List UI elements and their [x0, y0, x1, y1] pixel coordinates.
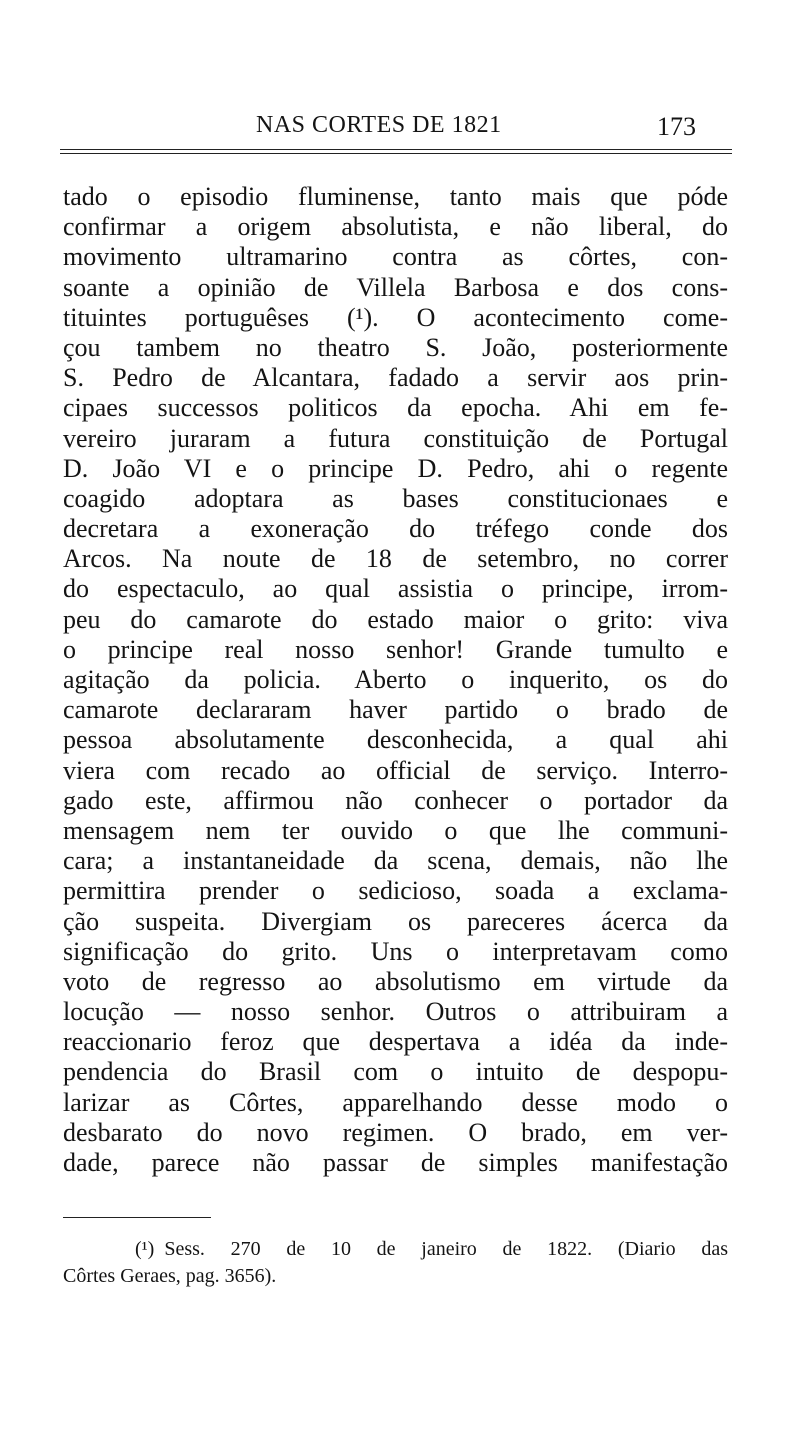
footnote-line — [63, 1236, 728, 1263]
text-line: viera com recado ao official de serviço. Interro- — [63, 755, 728, 785]
text-line: D. João VI e o principe D. Pedro, ahi o regente — [63, 453, 728, 483]
footnote-marker: (¹) — [135, 1238, 155, 1260]
text-line: movimento ultramarino contra as côrtes, con- — [63, 242, 728, 272]
text-line: reaccionario feroz que despertava a idéa da inde- — [63, 1027, 728, 1057]
text-line: larizar as Côrtes, apparelhando desse modo o — [63, 1087, 728, 1117]
text-line: desbarato do novo regimen. O brado, em ver- — [63, 1117, 728, 1147]
text-line: mensagem nem ter ouvido o que lhe communi- — [63, 815, 728, 845]
text-line: soante a opinião de Villela Barbosa e dos cons- — [63, 272, 728, 302]
footnotes — [63, 1236, 728, 1290]
text-line: vereiro juraram a futura constituição de Portugal — [63, 423, 728, 453]
text-line: permittira prender o sedicioso, soada a exclama- — [63, 876, 728, 906]
text-line: cara; a instantaneidade da scena, demais, não lhe — [63, 846, 728, 876]
text-line: gado este, affirmou não conhecer o portador da — [63, 785, 728, 815]
footnote-rule — [63, 1217, 211, 1218]
text-line: significação do grito. Uns o interpretavam como — [63, 936, 728, 966]
page-header — [60, 112, 732, 148]
text-line: tado o episodio fluminense, tanto mais que póde — [63, 182, 728, 211]
footnote-text: Sess. 270 de 10 de janeiro de 1822. (Diario das — [164, 1238, 728, 1260]
footnote-line: Côrtes Geraes, pag. 3656). — [63, 1265, 277, 1287]
text-line: peu do camarote do estado maior o grito: viva — [63, 604, 728, 634]
text-line: decretara a exoneração do tréfego conde dos — [63, 514, 728, 544]
text-line: tituintes portuguêses (¹). O acontecimento come- — [63, 302, 728, 332]
text-line: Arcos. Na noute de 18 de setembro, no correr — [63, 544, 728, 574]
running-head: NAS CORTES DE 1821 — [256, 112, 502, 138]
text-line: dade, parece não passar de simples manifestação — [63, 1148, 728, 1177]
text-line: locução — nosso senhor. Outros o attribuiram a — [63, 997, 728, 1027]
body-text — [63, 182, 728, 1178]
text-line: voto de regresso ao absolutismo em virtude da — [63, 966, 728, 996]
text-line: pessoa absolutamente desconhecida, a qual ahi — [63, 725, 728, 755]
text-line: agitação da policia. Aberto o inquerito, os do — [63, 665, 728, 694]
text-line: çou tambem no theatro S. João, posteriormente — [63, 332, 728, 362]
text-line: camarote declararam haver partido o brado de — [63, 695, 728, 725]
header-double-rule — [60, 149, 732, 154]
text-line: pendencia do Brasil com o intuito de despopu- — [63, 1057, 728, 1087]
text-line: do espectaculo, ao qual assistia o principe, irrom- — [63, 574, 728, 604]
text-line: cipaes successos politicos da epocha. Ahi em fe- — [63, 393, 728, 423]
page-number: 173 — [657, 112, 696, 141]
text-line: o principe real nosso senhor! Grande tumulto e — [63, 634, 728, 664]
text-line: coagido adoptara as bases constitucionaes e — [63, 483, 728, 513]
text-line: confirmar a origem absolutista, e não liberal, do — [63, 212, 728, 242]
text-line: S. Pedro de Alcantara, fadado a servir aos prin- — [63, 363, 728, 393]
text-line: ção suspeita. Divergiam os pareceres ácerca da — [63, 906, 728, 936]
